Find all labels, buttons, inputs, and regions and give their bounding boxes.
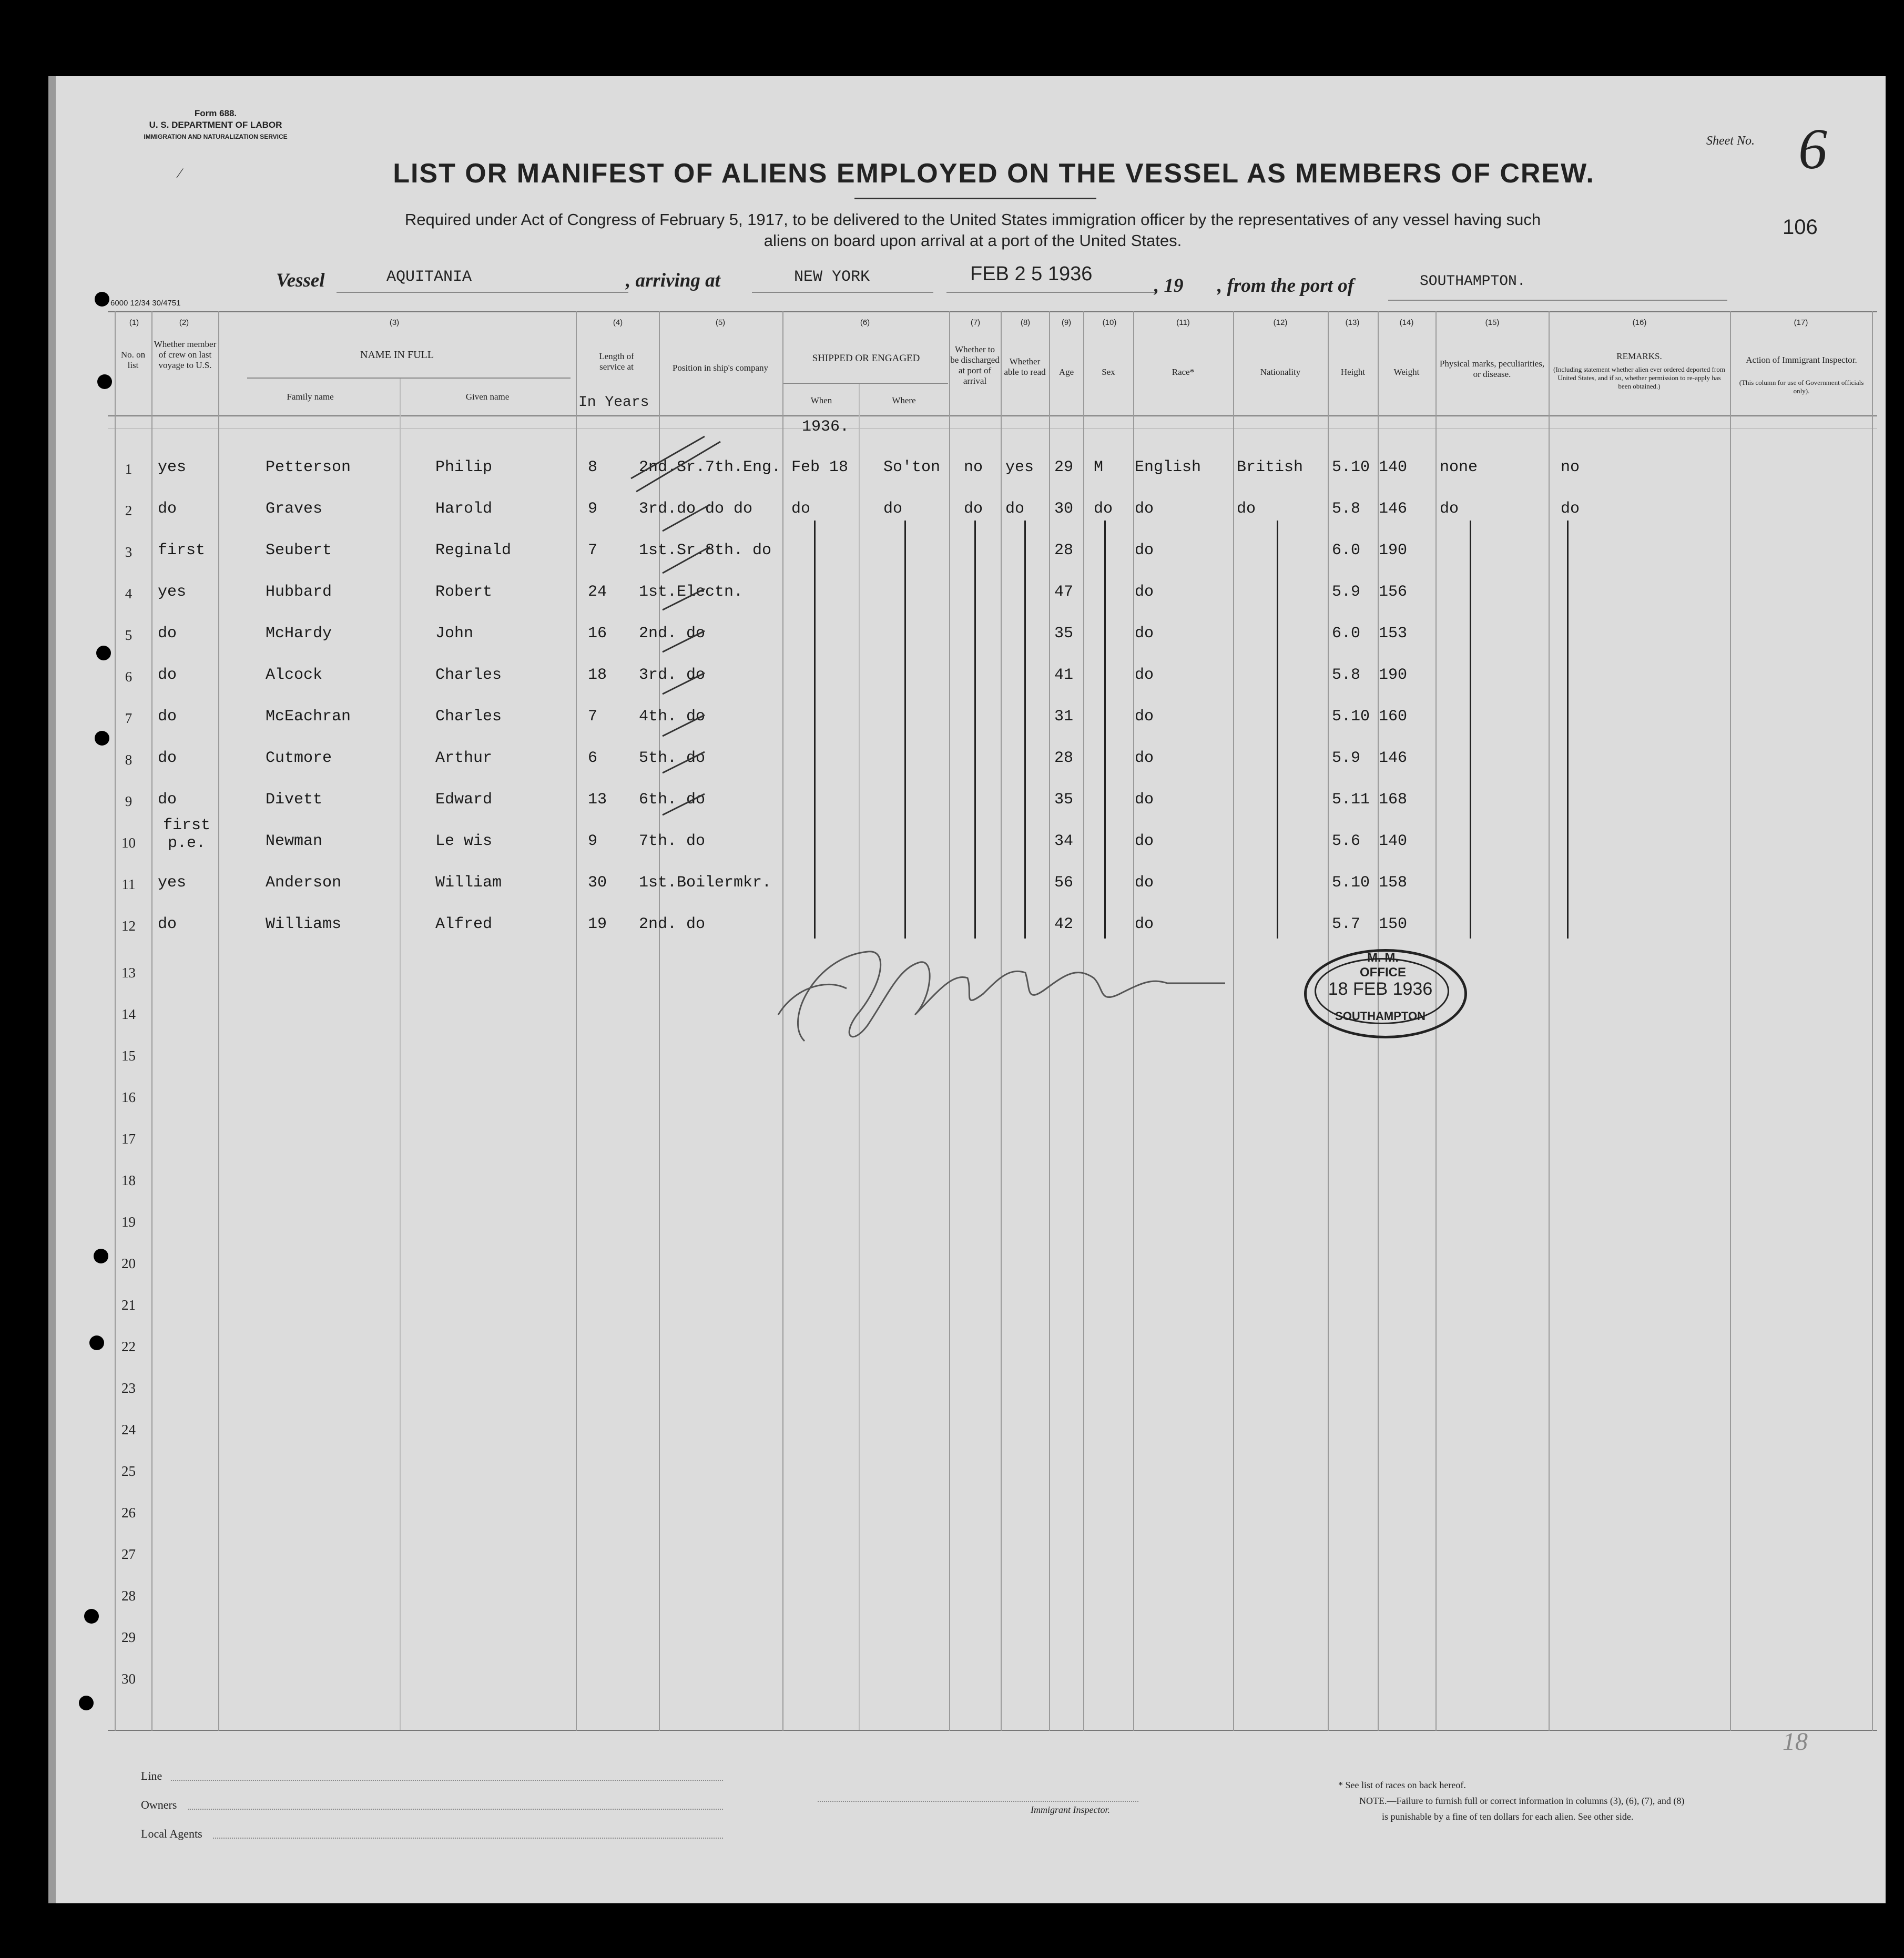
form-service: IMMIGRATION AND NATURALIZATION SERVICE (144, 133, 288, 140)
binding-hole (95, 292, 109, 307)
cell-prev: do (158, 749, 177, 767)
header-nationality: Nationality (1260, 367, 1301, 377)
cell-prev: do (158, 500, 177, 518)
cell-age: 35 (1054, 791, 1074, 809)
cell-age: 47 (1054, 583, 1074, 601)
row-number: 15 (121, 1048, 136, 1064)
inspector-label: Immigrant Inspector. (1031, 1804, 1110, 1815)
footer-note-line-2: is punishable by a fine of ten dollars for each alien. See other side. (1382, 1811, 1634, 1822)
sheet-number: 6 (1798, 117, 1827, 181)
cell-given-name: Reginald (435, 542, 512, 559)
footer-owners-dots (188, 1809, 723, 1810)
cell-race: do (1135, 832, 1154, 850)
cell-race: do (1135, 874, 1154, 892)
subtitle-line-1: Required under Act of Congress of February 5, 1917, to be delivered to the United States immigration officer by the representatives of any vessel having such (404, 210, 1541, 229)
cell-family-name: Alcock (266, 666, 323, 684)
cell-given-name: Charles (435, 708, 502, 726)
header-race: Race* (1172, 367, 1195, 377)
col-num-12: (12) (1273, 318, 1288, 327)
header-member-last-voyage: Whether member of crew on last voyage to U.S. (154, 339, 217, 370)
cell-able-to-read: do (1005, 500, 1025, 518)
port-label: , from the port of (1217, 275, 1355, 297)
col-num-13: (13) (1345, 318, 1360, 327)
cell-given-name: Charles (435, 666, 502, 684)
col-num-16: (16) (1632, 318, 1647, 327)
header-when: When (810, 395, 832, 405)
row-number: 26 (121, 1505, 136, 1521)
cell-given-name: Edward (435, 791, 493, 809)
ditto-where (904, 521, 906, 939)
position-slash-marks (599, 405, 789, 931)
cell-weight: 146 (1379, 500, 1408, 518)
departure-port: SOUTHAMPTON. (1420, 273, 1526, 290)
ditto-read (1024, 521, 1026, 939)
row-number: 16 (121, 1089, 136, 1105)
cell-where: So'ton (883, 458, 941, 476)
cell-prev: do (158, 791, 177, 809)
inspector-signature-line (818, 1801, 1138, 1802)
cell-years: 6 (588, 749, 598, 767)
cell-prev: yes (158, 583, 187, 601)
col-num-8: (8) (1020, 318, 1031, 327)
binding-hole (84, 1609, 99, 1624)
header-weight: Weight (1393, 367, 1420, 377)
cell-height: 5.10 (1332, 458, 1370, 476)
ditto-discharged (974, 521, 976, 939)
binding-hole (94, 1249, 108, 1263)
cell-age: 35 (1054, 625, 1074, 643)
header-name-in-full: NAME IN FULL (360, 349, 434, 361)
row-number: 4 (125, 586, 133, 601)
print-code: 6000 12/34 30/4751 (110, 299, 181, 308)
col-num-10: (10) (1102, 318, 1117, 327)
col-num-7: (7) (970, 318, 981, 327)
col-rule-1 (151, 311, 152, 1731)
vessel-underline (337, 292, 628, 293)
ditto-when (814, 521, 816, 939)
cell-family-name: McHardy (266, 625, 332, 643)
footer-line-dots (171, 1780, 723, 1781)
row-number: 9 (125, 793, 133, 809)
cell-race: do (1135, 500, 1154, 518)
cell-height: 5.10 (1332, 874, 1370, 892)
col-num-5: (5) (715, 318, 726, 327)
header-length-service: Length of service at (599, 351, 634, 372)
footer-owners-label: Owners (141, 1798, 177, 1811)
col-rule-3 (576, 311, 577, 1731)
cell-position: 4th. do (639, 708, 706, 726)
cell-age: 29 (1054, 458, 1074, 476)
row-number: 11 (121, 876, 136, 892)
cell-position: 3rd. do (639, 666, 706, 684)
col-rule-16 (1730, 311, 1731, 1731)
cell-height: 5.10 (1332, 708, 1370, 726)
header-action-inspector: Action of Immigrant Inspector. (1746, 355, 1857, 365)
row-number: 5 (125, 627, 133, 643)
cell-when: Feb 18 (791, 458, 849, 476)
cell-prev: do (158, 708, 177, 726)
cell-position: 7th. do (639, 832, 706, 850)
row-number: 23 (121, 1380, 136, 1396)
cell-physical-marks: do (1440, 500, 1459, 518)
form-department: U. S. DEPARTMENT OF LABOR (149, 120, 282, 130)
footer-races-note: * See list of races on back hereof. (1338, 1780, 1466, 1790)
cell-position: 2nd. do (639, 625, 706, 643)
cell-family-name: Graves (266, 500, 323, 518)
ditto-marks (1470, 521, 1471, 939)
header-family-name: Family name (287, 392, 334, 402)
header-shipped-engaged: SHIPPED OR ENGAGED (812, 353, 920, 364)
row-number: 13 (121, 965, 136, 981)
cell-height: 5.6 (1332, 832, 1361, 850)
cell-weight: 190 (1379, 666, 1408, 684)
tick-mark: ⁄ (179, 166, 181, 181)
table-bottom-rule (108, 1730, 1877, 1731)
cell-family-name: Seubert (266, 542, 332, 559)
cell-weight: 168 (1379, 791, 1408, 809)
cell-height: 5.7 (1332, 915, 1361, 933)
year-note: 1936. (802, 418, 850, 436)
cell-given-name: Le wis (435, 832, 493, 850)
row-number: 7 (125, 710, 133, 726)
subtitle (210, 209, 1735, 251)
title-rule (854, 198, 1096, 199)
row-number: 25 (121, 1463, 136, 1479)
cell-family-name: Cutmore (266, 749, 332, 767)
cell-height: 5.8 (1332, 666, 1361, 684)
subtitle-line-2: aliens on board upon arrival at a port of the United States. (763, 231, 1182, 250)
cell-age: 42 (1054, 915, 1074, 933)
col-num-4: (4) (613, 318, 623, 327)
cell-family-name: McEachran (266, 708, 351, 726)
cell-discharged: no (964, 458, 983, 476)
year-label: , 19 (1154, 275, 1184, 297)
row-number: 24 (121, 1422, 136, 1437)
col-num-15: (15) (1485, 318, 1500, 327)
header-given-name: Given name (465, 392, 510, 402)
col-num-1: (1) (129, 318, 139, 327)
cell-years: 19 (588, 915, 607, 933)
cell-remarks: do (1561, 500, 1580, 518)
cell-nationality: British (1237, 458, 1304, 476)
cell-family-name: Anderson (266, 874, 342, 892)
header-discharged: Whether to be discharged at port of arrival (950, 344, 1000, 386)
col-rule-0 (115, 311, 116, 1731)
cell-given-name: Alfred (435, 915, 493, 933)
row-number: 22 (121, 1339, 136, 1354)
row-number: 6 (125, 669, 133, 685)
stamp-bottom-text: SOUTHAMPTON (1335, 1009, 1426, 1023)
cell-race: do (1135, 625, 1154, 643)
form-number: Form 688. (194, 108, 237, 118)
page-title: LIST OR MANIFEST OF ALIENS EMPLOYED ON THE VESSEL AS MEMBERS OF CREW. (393, 158, 1595, 189)
cell-weight: 146 (1379, 749, 1408, 767)
cell-remarks: no (1561, 458, 1580, 476)
cell-years: 18 (588, 666, 607, 684)
cell-position: 2nd.Sr.7th.Eng. (639, 458, 781, 476)
cell-given-name: Philip (435, 458, 493, 476)
cell-prev: yes (158, 874, 187, 892)
footer-line-label: Line (141, 1769, 162, 1782)
cell-height: 6.0 (1332, 542, 1361, 559)
cell-height: 6.0 (1332, 625, 1361, 643)
cell-family-name: Divett (266, 791, 323, 809)
row-number: 28 (121, 1588, 136, 1604)
header-height: Height (1340, 367, 1366, 377)
page-pencil-mark: 18 (1783, 1728, 1808, 1756)
cell-prev: first (158, 542, 206, 559)
row-number: 14 (121, 1006, 136, 1022)
cell-height: 5.9 (1332, 583, 1361, 601)
col-num-17: (17) (1794, 318, 1808, 327)
date-underline (946, 292, 1157, 293)
cell-given-name: Arthur (435, 749, 493, 767)
cell-prev: yes (158, 458, 187, 476)
header-remarks-note: (Including statement whether alien ever ordered deported from United States, and if so, whether permission to re-apply has been obtained.) (1553, 365, 1725, 390)
cell-sex: M (1094, 458, 1104, 476)
cell-race: do (1135, 915, 1154, 933)
cell-prev: do (158, 666, 177, 684)
table-header-rule (108, 415, 1877, 416)
header-where: Where (892, 395, 916, 405)
cell-weight: 160 (1379, 708, 1408, 726)
header-action-note: (This column for use of Government officials only). (1739, 379, 1864, 395)
row-number: 19 (121, 1214, 136, 1230)
cell-years: 24 (588, 583, 607, 601)
cell-weight: 140 (1379, 458, 1408, 476)
cell-age: 34 (1054, 832, 1074, 850)
cell-family-name: Williams (266, 915, 342, 933)
cell-discharged: do (964, 500, 983, 518)
cell-family-name: Hubbard (266, 583, 332, 601)
col-rule-3a (400, 379, 401, 1730)
header-in-years: In Years (578, 394, 649, 411)
vessel-label: Vessel (276, 270, 325, 291)
cell-sex: do (1094, 500, 1113, 518)
cell-years: 16 (588, 625, 607, 643)
stamp-top-text: M. M. OFFICE (1360, 951, 1406, 980)
cell-years: 13 (588, 791, 607, 809)
row-number: 12 (121, 918, 136, 934)
cell-age: 30 (1054, 500, 1074, 518)
row-number: 20 (121, 1256, 136, 1271)
header-able-to-read: Whether able to read (1004, 356, 1046, 377)
cell-age: 28 (1054, 542, 1074, 559)
officer-signature (762, 936, 1236, 1057)
cell-height: 5.11 (1332, 791, 1370, 809)
date-stamp: FEB 2 5 1936 (970, 263, 1093, 285)
row-number: 10 (121, 835, 136, 851)
sheet-stamp-number: 106 (1783, 216, 1818, 239)
cell-age: 28 (1054, 749, 1074, 767)
row-number: 1 (125, 461, 133, 477)
col-num-14: (14) (1399, 318, 1414, 327)
cell-given-name: Robert (435, 583, 493, 601)
vessel-name: AQUITANIA (386, 268, 472, 286)
row-number: 27 (121, 1546, 136, 1562)
cell-years: 9 (588, 832, 598, 850)
cell-age: 56 (1054, 874, 1074, 892)
binding-hole (95, 731, 109, 746)
col-rule-6a (859, 384, 860, 1730)
cell-years: 9 (588, 500, 598, 518)
footer-agents-dots (213, 1838, 723, 1839)
cell-given-name: John (435, 625, 474, 643)
cell-prev: do (158, 625, 177, 643)
cell-nationality: do (1237, 500, 1256, 518)
cell-position: 2nd. do (639, 915, 706, 933)
cell-weight: 150 (1379, 915, 1408, 933)
header-remarks: REMARKS. (1616, 351, 1662, 361)
cell-race: do (1135, 666, 1154, 684)
cell-where: do (883, 500, 903, 518)
ditto-nationality (1277, 521, 1278, 939)
cell-given-name: Harold (435, 500, 493, 518)
stamp-date: 18 FEB 1936 (1328, 979, 1433, 999)
cell-race: do (1135, 583, 1154, 601)
ditto-sex (1104, 521, 1106, 939)
col-num-2: (2) (179, 318, 189, 327)
arriving-port: NEW YORK (794, 268, 870, 286)
cell-years: 7 (588, 542, 598, 559)
cell-position: 6th. do (639, 791, 706, 809)
row-number: 18 (121, 1172, 136, 1188)
header-position: Position in ship's company (672, 363, 769, 373)
cell-prev: first p.e. (162, 817, 210, 852)
cell-given-name: William (435, 874, 502, 892)
cell-position: 3rd.do do do (639, 500, 753, 518)
cell-family-name: Newman (266, 832, 323, 850)
col-num-9: (9) (1061, 318, 1072, 327)
cell-weight: 158 (1379, 874, 1408, 892)
row-number: 30 (121, 1671, 136, 1687)
binding-hole (79, 1696, 94, 1710)
row-number: 3 (125, 544, 133, 560)
cell-weight: 140 (1379, 832, 1408, 850)
binding-hole (97, 374, 112, 389)
cell-years: 30 (588, 874, 607, 892)
col-num-11: (11) (1176, 318, 1190, 327)
header-age: Age (1058, 367, 1074, 377)
cell-position: 5th. do (639, 749, 706, 767)
cell-race: do (1135, 749, 1154, 767)
row-number: 21 (121, 1297, 136, 1313)
cell-weight: 153 (1379, 625, 1408, 643)
cell-position: 1st.Boilermkr. (639, 874, 772, 892)
cell-height: 5.8 (1332, 500, 1361, 518)
cell-years: 8 (588, 458, 598, 476)
table-top-rule (108, 311, 1877, 312)
col-rule-2 (218, 311, 219, 1731)
col-rule-17 (1872, 311, 1873, 1731)
header-sex: Sex (1102, 367, 1115, 377)
cell-race: English (1135, 458, 1202, 476)
cell-position: 1st.Electn. (639, 583, 744, 601)
shipped-header-rule (783, 383, 948, 384)
header-physical-marks: Physical marks, peculiarities, or disease. (1439, 359, 1545, 379)
cell-height: 5.9 (1332, 749, 1361, 767)
cell-weight: 156 (1379, 583, 1408, 601)
row-number: 8 (125, 752, 133, 768)
cell-prev: do (158, 915, 177, 933)
row-number: 29 (121, 1629, 136, 1645)
port-underline (1388, 300, 1727, 301)
binding-hole (89, 1335, 104, 1350)
arriving-label: , arriving at (626, 270, 720, 291)
cell-age: 31 (1054, 708, 1074, 726)
sheet-label: Sheet No. (1706, 134, 1755, 148)
form-header (137, 108, 294, 142)
footer-note-line-1: NOTE.—Failure to furnish full or correct information in columns (3), (6), (7), and (8) (1359, 1796, 1685, 1806)
binding-hole (96, 646, 111, 660)
arriving-underline (752, 292, 933, 293)
name-header-rule (247, 378, 571, 379)
ditto-remarks (1567, 521, 1569, 939)
col-num-6: (6) (860, 318, 870, 327)
row-number: 17 (121, 1131, 136, 1147)
cell-when: do (791, 500, 811, 518)
cell-able-to-read: yes (1005, 458, 1034, 476)
cell-race: do (1135, 542, 1154, 559)
cell-family-name: Petterson (266, 458, 351, 476)
cell-physical-marks: none (1440, 458, 1478, 476)
cell-race: do (1135, 791, 1154, 809)
cell-weight: 190 (1379, 542, 1408, 559)
cell-years: 7 (588, 708, 598, 726)
col-num-3: (3) (389, 318, 400, 327)
cell-position: 1st.Sr.8th. do (639, 542, 772, 559)
col-rule-15 (1549, 311, 1550, 1731)
footer-agents-label: Local Agents (141, 1827, 202, 1840)
row-number: 2 (125, 503, 133, 518)
cell-age: 41 (1054, 666, 1074, 684)
cell-race: do (1135, 708, 1154, 726)
header-no-on-list: No. on list (120, 350, 146, 370)
